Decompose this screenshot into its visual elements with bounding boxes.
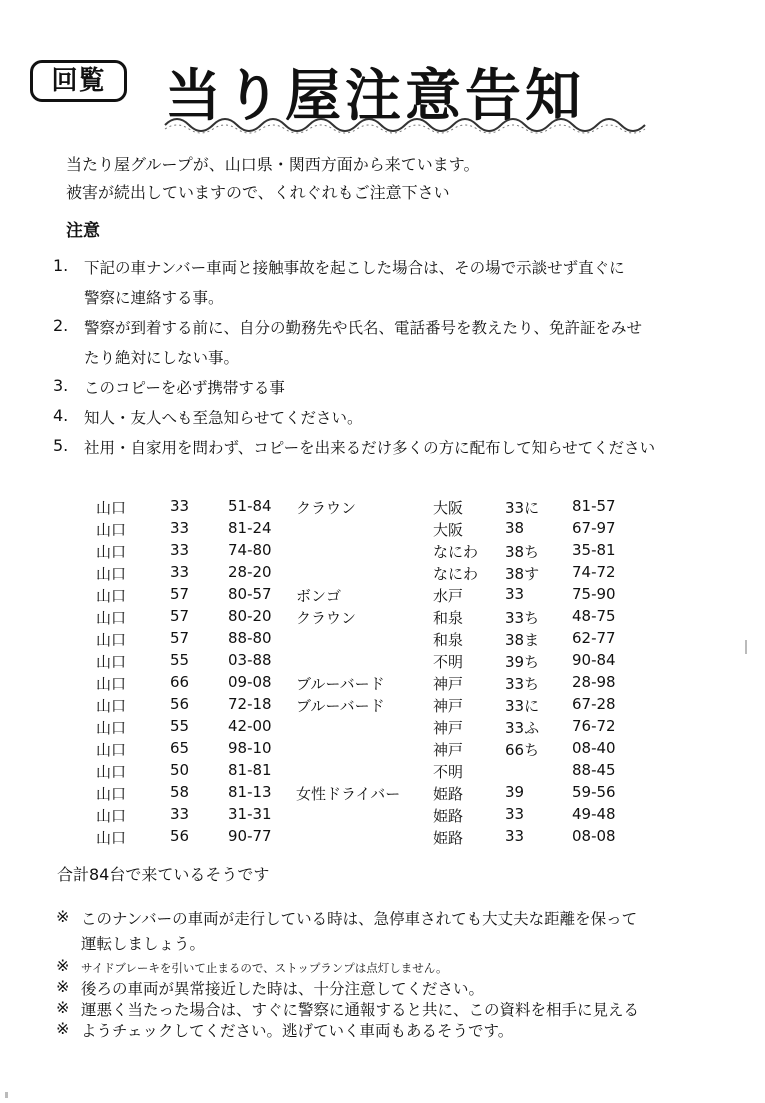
plate-class: 38 — [505, 519, 525, 537]
plate-area: 山口 — [96, 675, 127, 693]
plate-class: 33ふ — [505, 719, 540, 737]
page-title: 当り屋注意告知 — [165, 64, 585, 129]
plate-number: 72-18 — [228, 695, 272, 713]
footnote-text: サイドブレーキを引いて止まるので、ストップランプは点灯しません。 — [81, 961, 448, 975]
plate-area: 大阪 — [433, 521, 464, 539]
plate-number: 81-57 — [572, 497, 616, 515]
plate-area: 山口 — [96, 499, 127, 517]
plate-number: 80-57 — [228, 585, 272, 603]
plate-class: 33 — [170, 519, 190, 537]
plate-class: 55 — [170, 651, 190, 669]
plate-area: 山口 — [96, 719, 127, 737]
plate-area: 山口 — [96, 697, 127, 715]
vehicle-model: 女性ドライバー — [296, 785, 401, 803]
plate-area: なにわ — [433, 565, 479, 583]
plate-area: 神戸 — [433, 719, 464, 737]
note-number: 4. — [53, 406, 69, 425]
vehicle-model: クラウン — [296, 499, 357, 517]
plate-number: 67-28 — [572, 695, 616, 713]
footnote-text: 運悪く当たった場合は、すぐに警察に通報すると共に、この資料を相手に見える — [81, 1001, 640, 1019]
note-number: 2. — [53, 316, 69, 335]
scan-speck — [5, 1092, 8, 1098]
plate-class: 33 — [170, 541, 190, 559]
plate-area: 和泉 — [433, 631, 464, 649]
plate-number: 51-84 — [228, 497, 272, 515]
plate-class: 33に — [505, 697, 540, 715]
plate-area: 山口 — [96, 653, 127, 671]
vehicle-model: ブルーバード — [296, 697, 385, 715]
plate-area: 神戸 — [433, 675, 464, 693]
plate-area: 水戸 — [433, 587, 464, 605]
plate-area: 山口 — [96, 587, 127, 605]
plate-class: 33 — [505, 805, 525, 823]
plate-class: 38ま — [505, 631, 540, 649]
plate-number: 08-08 — [572, 827, 616, 845]
notes-heading: 注意 — [66, 221, 100, 241]
footnote-mark: ※ — [56, 1019, 70, 1038]
footnote-text: 後ろの車両が異常接近した時は、十分注意してください。 — [81, 980, 485, 998]
plate-area: 不明 — [433, 763, 464, 781]
plate-number: 81-13 — [228, 783, 272, 801]
plate-class: 33ち — [505, 675, 540, 693]
plate-class: 33 — [505, 585, 525, 603]
note-text: 下記の車ナンバー車両と接触事故を起こした場合は、その場で示談せず直ぐに — [84, 259, 625, 277]
note-number: 3. — [53, 376, 69, 395]
note-text: 警察が到着する前に、自分の勤務先や氏名、電話番号を教えたり、免許証をみせ — [84, 319, 643, 337]
plate-area: 山口 — [96, 631, 127, 649]
footnote-mark: ※ — [56, 956, 70, 975]
plate-number: 48-75 — [572, 607, 616, 625]
note-text: たり絶対にしない事。 — [84, 349, 240, 367]
plate-area: 山口 — [96, 609, 127, 627]
plate-number: 42-00 — [228, 717, 272, 735]
plate-class: 50 — [170, 761, 190, 779]
intro-line-2: 被害が続出していますので、くれぐれもご注意下さい — [66, 183, 450, 202]
plate-area: 不明 — [433, 653, 464, 671]
plate-area: 神戸 — [433, 697, 464, 715]
plate-number: 90-84 — [572, 651, 616, 669]
plate-class: 33 — [505, 827, 525, 845]
plate-class: 38ち — [505, 543, 540, 561]
scan-speck — [745, 640, 747, 654]
plate-class: 66ち — [505, 741, 540, 759]
plate-class: 33 — [170, 497, 190, 515]
plate-number: 88-45 — [572, 761, 616, 779]
note-text: このコピーを必ず携帯する事 — [84, 379, 285, 397]
footnote-mark: ※ — [56, 977, 70, 996]
plate-class: 33 — [170, 805, 190, 823]
circulation-badge: 回覧 — [30, 60, 127, 102]
plate-area: 姫路 — [433, 829, 464, 847]
plate-number: 28-98 — [572, 673, 616, 691]
footnote-text: ようチェックしてください。逃げていく車両もあるそうです。 — [81, 1022, 514, 1040]
footnote-mark: ※ — [56, 907, 70, 926]
plate-number: 98-10 — [228, 739, 272, 757]
plate-class: 56 — [170, 827, 190, 845]
plate-area: 山口 — [96, 785, 127, 803]
plate-number: 74-72 — [572, 563, 616, 581]
plate-class: 33に — [505, 499, 540, 517]
plate-class: 39ち — [505, 653, 540, 671]
plate-number: 49-48 — [572, 805, 616, 823]
total-count-text: 合計84台で来ているそうです — [57, 865, 270, 884]
plate-class: 38す — [505, 565, 540, 583]
plate-number: 74-80 — [228, 541, 272, 559]
plate-number: 59-56 — [572, 783, 616, 801]
plate-area: 大阪 — [433, 499, 464, 517]
plate-class: 33ち — [505, 609, 540, 627]
plate-area: 山口 — [96, 763, 127, 781]
plate-number: 08-40 — [572, 739, 616, 757]
plate-number: 90-77 — [228, 827, 272, 845]
plate-number: 31-31 — [228, 805, 272, 823]
plate-class: 58 — [170, 783, 190, 801]
note-number: 1. — [53, 256, 69, 275]
note-number: 5. — [53, 436, 69, 455]
footnote-text: 運転しましょう。 — [81, 935, 206, 953]
vehicle-model: ボンゴ — [296, 587, 342, 605]
plate-number: 75-90 — [572, 585, 616, 603]
plate-area: 姫路 — [433, 785, 464, 803]
plate-number: 09-08 — [228, 673, 272, 691]
note-text: 警察に連絡する事。 — [84, 289, 224, 307]
plate-number: 28-20 — [228, 563, 272, 581]
plate-class: 55 — [170, 717, 190, 735]
note-text: 知人・友人へも至急知らせてください。 — [84, 409, 363, 427]
plate-class: 57 — [170, 585, 190, 603]
note-text: 社用・自家用を問わず、コピーを出来るだけ多くの方に配布して知らせてください — [84, 439, 656, 457]
plate-number: 81-24 — [228, 519, 272, 537]
plate-class: 33 — [170, 563, 190, 581]
title-underline-decoration — [160, 110, 660, 140]
footnote-mark: ※ — [56, 998, 70, 1017]
plate-area: 和泉 — [433, 609, 464, 627]
plate-number: 76-72 — [572, 717, 616, 735]
plate-class: 57 — [170, 607, 190, 625]
plate-area: なにわ — [433, 543, 479, 561]
plate-number: 67-97 — [572, 519, 616, 537]
plate-number: 80-20 — [228, 607, 272, 625]
plate-area: 山口 — [96, 543, 127, 561]
vehicle-model: クラウン — [296, 609, 357, 627]
plate-number: 35-81 — [572, 541, 616, 559]
plate-area: 山口 — [96, 521, 127, 539]
plate-number: 88-80 — [228, 629, 272, 647]
plate-number: 81-81 — [228, 761, 272, 779]
plate-area: 姫路 — [433, 807, 464, 825]
plate-area: 山口 — [96, 565, 127, 583]
plate-area: 山口 — [96, 829, 127, 847]
plate-area: 山口 — [96, 741, 127, 759]
plate-class: 65 — [170, 739, 190, 757]
plate-class: 56 — [170, 695, 190, 713]
intro-line-1: 当たり屋グループが、山口県・関西方面から来ています。 — [66, 155, 480, 174]
plate-class: 39 — [505, 783, 525, 801]
plate-number: 03-88 — [228, 651, 272, 669]
plate-class: 66 — [170, 673, 190, 691]
plate-area: 山口 — [96, 807, 127, 825]
footnote-text: このナンバーの車両が走行している時は、急停車されても大丈夫な距離を保って — [81, 910, 638, 928]
plate-area: 神戸 — [433, 741, 464, 759]
plate-class: 57 — [170, 629, 190, 647]
plate-number: 62-77 — [572, 629, 616, 647]
vehicle-model: ブルーバード — [296, 675, 385, 693]
